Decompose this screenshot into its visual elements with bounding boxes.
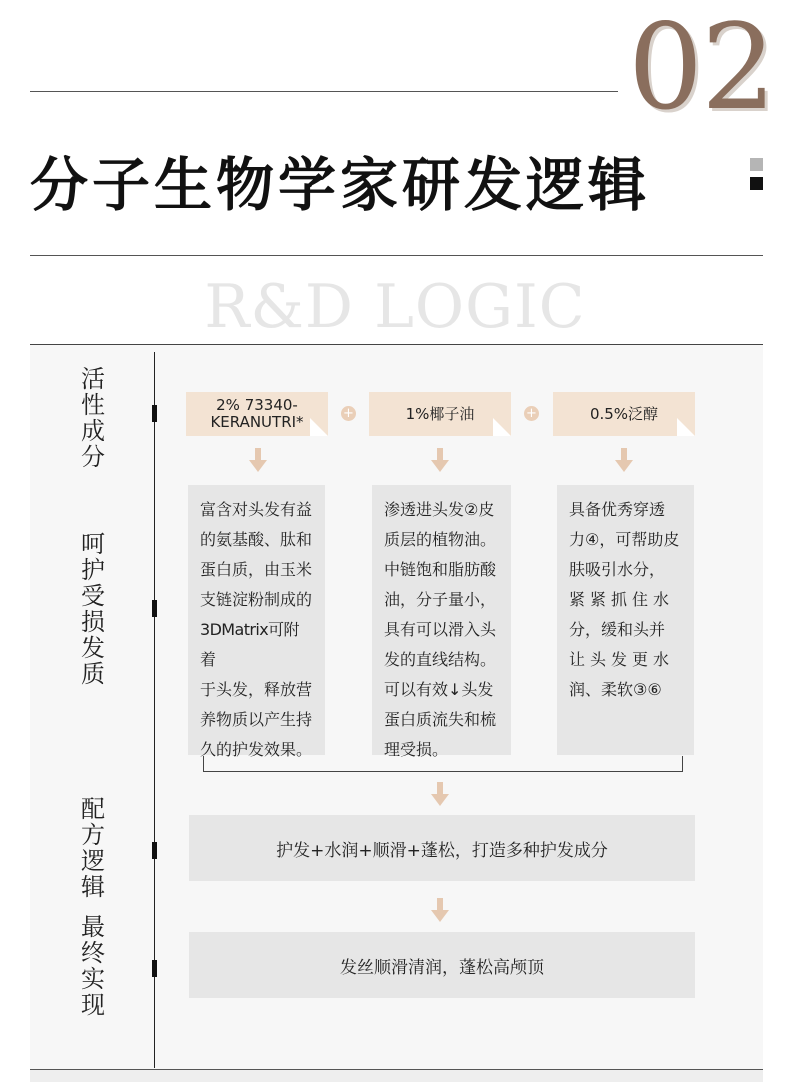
- card-line: 中链饱和脂肪酸: [384, 560, 497, 579]
- top-rule: [30, 91, 618, 92]
- side-char: 现: [81, 991, 105, 1019]
- card-line: 具备优秀穿透: [569, 500, 666, 519]
- side-char: 实: [81, 965, 105, 993]
- side-char: 呵: [81, 530, 105, 558]
- card-line: 富含对头发有益: [200, 500, 313, 519]
- card-line: 久的护发效果。: [200, 740, 313, 759]
- bottom-band: [30, 1069, 763, 1082]
- description-card-keranutri: [188, 485, 325, 759]
- card-line: 于头发，释放营: [200, 680, 313, 699]
- page-curl-icon: [677, 418, 695, 436]
- timeline-tick: [152, 960, 157, 977]
- card-line: 力④，可帮助皮: [569, 530, 680, 549]
- formula-bar: 护发+水润+顺滑+蓬松，打造多种护发成分: [189, 815, 695, 881]
- timeline-tick: [152, 405, 157, 422]
- card-line: 润、柔软③⑥: [569, 680, 662, 699]
- card-line: 紧紧抓住水: [569, 590, 675, 609]
- side-char: 受: [81, 582, 105, 610]
- page-curl-icon: [310, 418, 328, 436]
- ingredient-line: KERANUTRI*: [210, 413, 304, 431]
- decor-square-gray: [750, 158, 763, 171]
- result-bar: 发丝顺滑清润，蓬松高颅顶: [189, 932, 695, 998]
- arrow-down-icon: [431, 898, 449, 924]
- page-title: 分子生物学家研发逻辑: [30, 151, 651, 219]
- side-label-formula-logic: [80, 796, 106, 900]
- ingredient-tag-coconut-oil: [369, 392, 511, 436]
- arrow-down-icon: [431, 448, 449, 474]
- decor-square-black: [750, 177, 763, 190]
- card-line: 3DMatrix可附着: [200, 620, 299, 669]
- description-card-coconut-oil: [372, 485, 511, 759]
- card-line: 分，缓和头并: [569, 620, 666, 639]
- plus-icon: +: [524, 406, 539, 421]
- side-label-hair-care: [80, 531, 106, 687]
- ingredient-line: 2% 73340-: [216, 396, 298, 414]
- card-line: 养物质以产生持: [200, 710, 313, 729]
- card-line: 蛋白质，由玉米: [200, 560, 313, 579]
- card-line: 具有可以滑入头: [384, 620, 497, 639]
- ingredient-tag-text: [210, 397, 303, 431]
- side-char: 性: [81, 391, 105, 419]
- timeline-tick: [152, 842, 157, 859]
- side-char: 活: [81, 365, 105, 393]
- ingredient-line: 0.5%泛醇: [589, 404, 659, 423]
- ingredient-tag-keranutri: [186, 392, 328, 436]
- side-char: 质: [81, 660, 105, 688]
- card-line: 可以有效↓头发: [384, 680, 494, 699]
- title-rule: [30, 255, 763, 256]
- card-line: 渗透进头发②皮: [384, 500, 495, 519]
- card-line: 的氨基酸、肽和: [200, 530, 313, 549]
- side-label-active-ingredients: [80, 366, 106, 470]
- side-char: 配: [81, 795, 105, 823]
- card-line: 质层的植物油。: [384, 530, 497, 549]
- side-char: 最: [81, 913, 105, 941]
- timeline-tick: [152, 600, 157, 617]
- card-line: 蛋白质流失和梳: [384, 710, 497, 729]
- arrow-down-icon: [249, 448, 267, 474]
- plus-icon: +: [341, 406, 356, 421]
- card-line: 让头发更水: [569, 650, 675, 669]
- page-subtitle: R&D LOGIC: [204, 272, 586, 342]
- card-line: 肤吸引水分，: [569, 560, 666, 579]
- side-char: 分: [81, 443, 105, 471]
- side-label-final-result: [80, 914, 106, 1018]
- card-line: 发的直线结构。: [384, 650, 497, 669]
- side-char: 终: [81, 939, 105, 967]
- card-line: 油，分子量小，: [384, 590, 497, 609]
- side-char: 辑: [81, 873, 105, 901]
- card-line: 支链淀粉制成的: [200, 590, 313, 609]
- side-char: 成: [81, 417, 105, 445]
- ingredient-line: 1%椰子油: [405, 404, 475, 423]
- side-char: 损: [81, 608, 105, 636]
- page-curl-icon: [493, 418, 511, 436]
- description-card-panthenol: [557, 485, 694, 755]
- arrow-down-icon: [615, 448, 633, 474]
- card-line: 理受损。: [384, 740, 449, 759]
- side-char: 逻: [81, 847, 105, 875]
- arrow-down-icon: [431, 782, 449, 808]
- side-char: 护: [81, 556, 105, 584]
- merge-bracket: [203, 756, 683, 772]
- side-char: 方: [81, 821, 105, 849]
- side-char: 发: [81, 634, 105, 662]
- ingredient-tag-panthenol: [553, 392, 695, 436]
- section-number: 02: [628, 0, 775, 136]
